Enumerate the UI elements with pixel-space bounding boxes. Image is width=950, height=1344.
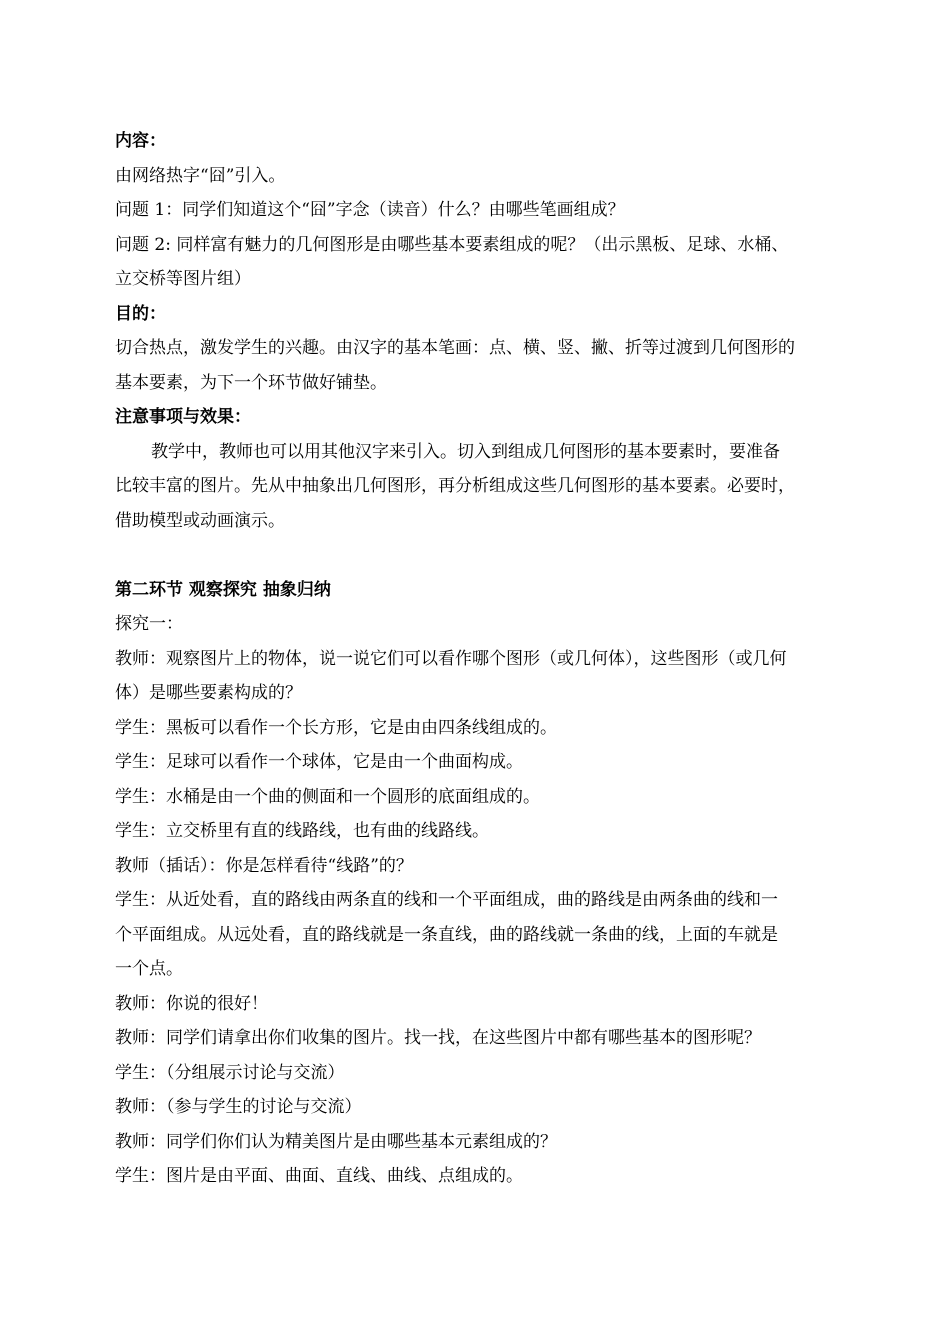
section2-line-16: 教师：同学们你们认为精美图片是由哪些基本元素组成的？	[115, 1131, 557, 1152]
section2-line-8: 教师（插话）：你是怎样看待“线路”的？	[115, 855, 413, 876]
section2-line-14: 学生：（分组展示讨论与交流）	[115, 1062, 345, 1083]
section2-line-12: 教师：你说的很好！	[115, 993, 268, 1014]
notes-line-3: 借助模型或动画演示。	[115, 510, 285, 531]
section-gap	[115, 538, 843, 573]
section2-line-10: 个平面组成。从远处看，直的路线就是一条直线，曲的路线就一条曲的线，上面的车就是	[115, 924, 778, 945]
section2-line-1: 探究一：	[115, 614, 183, 634]
section2-line-6: 学生：水桶是由一个曲的侧面和一个圆形的底面组成的。	[115, 786, 540, 807]
purpose-line-2: 基本要素，为下一个环节做好铺垫。	[115, 372, 387, 393]
section2-line-5: 学生：足球可以看作一个球体，它是由一个曲面构成。	[115, 752, 523, 772]
notes-heading: 注意事项与效果：	[115, 407, 251, 427]
content-line-2: 问题 1：同学们知道这个“囧”字念（读音）什么？由哪些笔画组成？	[115, 200, 625, 220]
section2-line-15: 教师：（参与学生的讨论与交流）	[115, 1097, 362, 1117]
purpose-line-1: 切合热点，激发学生的兴趣。由汉字的基本笔画：点、横、竖、撇、折等过渡到几何图形的	[115, 338, 795, 358]
section2-line-9: 学生：从近处看，直的路线由两条直的线和一个平面组成，曲的路线是由两条曲的线和一	[115, 890, 778, 910]
content-line-1: 由网络热字“囧”引入。	[115, 165, 286, 186]
document-page	[115, 124, 843, 1194]
section2-line-3: 体）是哪些要素构成的？	[115, 683, 302, 703]
content-line-3: 问题 2: 同样富有魅力的几何图形是由哪些基本要素组成的呢？（出示黑板、足球、水桶、	[115, 234, 789, 255]
section2-line-2: 教师：观察图片上的物体，说一说它们可以看作哪个图形（或几何体），这些图形（或几何	[115, 648, 787, 669]
content-line-4: 立交桥等图片组）	[115, 269, 251, 289]
section2-heading: 第二环节 观察探究 抽象归纳	[115, 579, 331, 600]
section2-line-11: 一个点。	[115, 959, 183, 979]
content-heading: 内容：	[115, 131, 166, 151]
section2-line-17: 学生：图片是由平面、曲面、直线、曲线、点组成的。	[115, 1166, 523, 1186]
purpose-heading: 目的：	[115, 303, 166, 324]
section2-line-13: 教师：同学们请拿出你们收集的图片。找一找，在这些图片中都有哪些基本的图形呢？	[115, 1028, 761, 1048]
section2-line-4: 学生：黑板可以看作一个长方形，它是由由四条线组成的。	[115, 717, 557, 738]
notes-line-1: 教学中，教师也可以用其他汉字来引入。切入到组成几何图形的基本要素时，要准备	[151, 441, 780, 462]
notes-line-2: 比较丰富的图片。先从中抽象出几何图形，再分析组成这些几何图形的基本要素。必要时，	[115, 476, 795, 496]
section2-line-7: 学生：立交桥里有直的线路线，也有曲的线路线。	[115, 821, 489, 841]
